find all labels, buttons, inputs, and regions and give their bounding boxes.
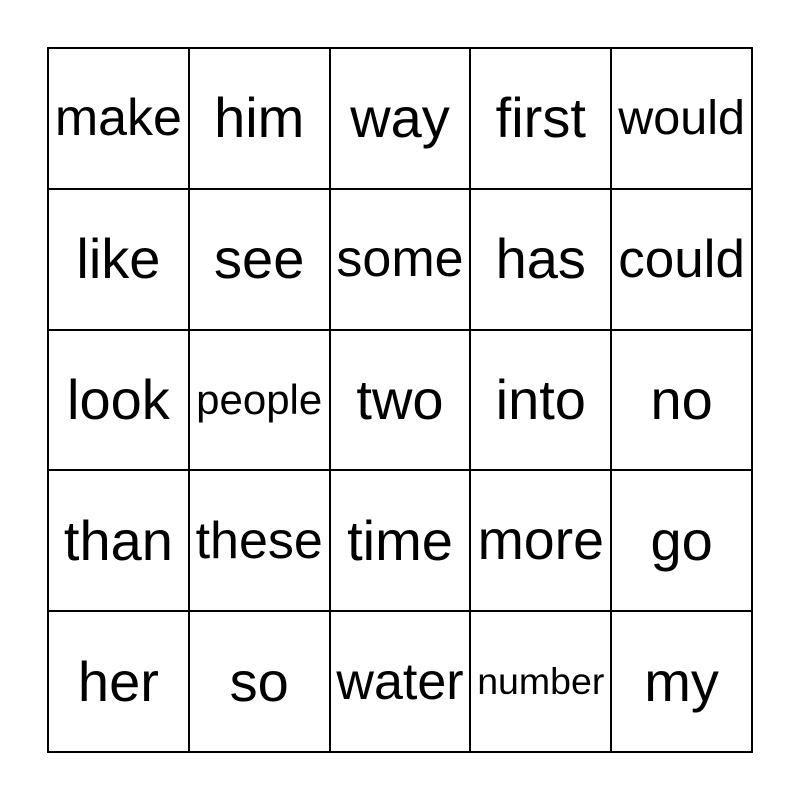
bingo-cell[interactable] [330, 330, 471, 471]
bingo-word: people [196, 375, 323, 423]
bingo-cell[interactable] [470, 48, 611, 189]
bingo-cell[interactable] [48, 470, 189, 611]
bingo-word: her [77, 649, 159, 713]
bingo-word: these [195, 511, 323, 570]
bingo-cell[interactable] [611, 189, 752, 330]
bingo-word: make [54, 89, 182, 148]
bingo-cell[interactable] [48, 611, 189, 752]
bingo-cell[interactable] [189, 189, 330, 330]
bingo-word: water [336, 652, 464, 711]
bingo-word: him [214, 86, 305, 150]
bingo-cell[interactable] [189, 470, 330, 611]
bingo-cell[interactable] [470, 189, 611, 330]
bingo-word: than [63, 508, 173, 572]
bingo-cell[interactable] [330, 189, 471, 330]
bingo-cell[interactable] [189, 611, 330, 752]
bingo-word: like [76, 227, 161, 291]
bingo-cell[interactable] [611, 611, 752, 752]
bingo-word: two [356, 367, 444, 431]
bingo-card [47, 47, 753, 753]
bingo-word: so [229, 649, 289, 713]
bingo-cell[interactable] [611, 470, 752, 611]
bingo-word: has [495, 227, 586, 291]
bingo-cell[interactable] [611, 330, 752, 471]
bingo-cell[interactable] [611, 48, 752, 189]
bingo-word: first [495, 86, 586, 150]
bingo-word: could [618, 229, 745, 289]
bingo-cell[interactable] [470, 611, 611, 752]
bingo-word: some [336, 230, 464, 289]
bingo-cell[interactable] [330, 611, 471, 752]
bingo-word: my [644, 649, 719, 713]
bingo-word: would [618, 91, 745, 146]
bingo-cell[interactable] [330, 48, 471, 189]
bingo-word: more [477, 509, 605, 572]
bingo-word: into [495, 367, 586, 431]
bingo-word: go [650, 508, 713, 572]
bingo-word: time [347, 508, 453, 572]
bingo-cell[interactable] [470, 470, 611, 611]
bingo-word: number [477, 659, 605, 702]
bingo-cell[interactable] [48, 189, 189, 330]
bingo-cell[interactable] [470, 330, 611, 471]
bingo-word: see [214, 227, 305, 291]
bingo-word: look [67, 367, 170, 431]
bingo-cell[interactable] [330, 470, 471, 611]
bingo-cell[interactable] [48, 48, 189, 189]
bingo-cell[interactable] [189, 330, 330, 471]
bingo-word: no [650, 367, 713, 431]
bingo-word: way [350, 86, 450, 150]
bingo-cell[interactable] [189, 48, 330, 189]
bingo-cell[interactable] [48, 330, 189, 471]
